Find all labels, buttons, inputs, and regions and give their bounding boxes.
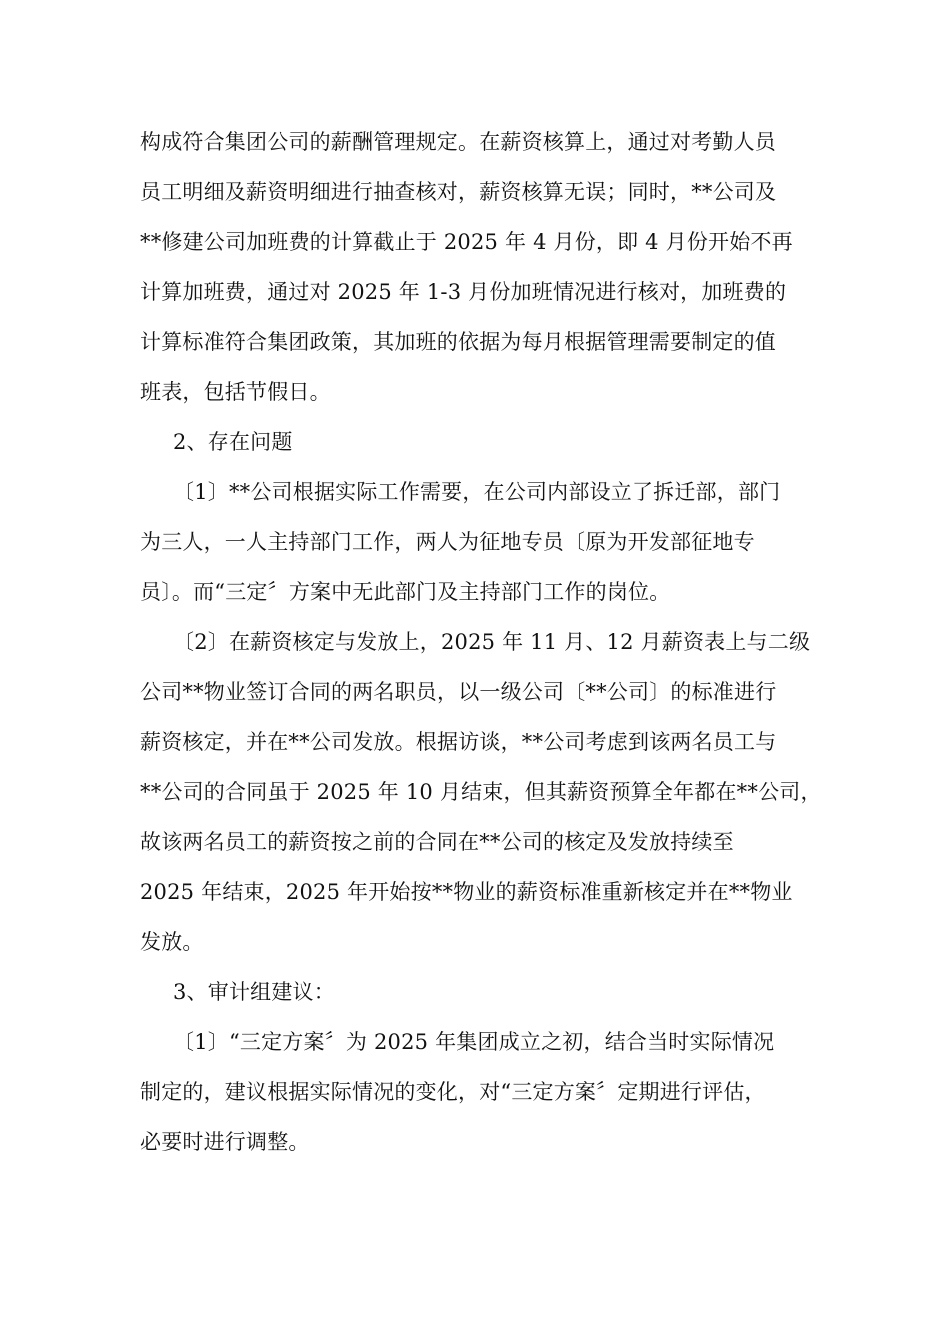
paragraph-line: 员工明细及薪资明细进行抽查核对，薪资核算无误；同时，**公司及 [140, 180, 777, 204]
paragraph-line: 计算标准符合集团政策，其加班的依据为每月根据管理需要制定的值 [140, 330, 776, 354]
paragraph-line: **修建公司加班费的计算截止于 2025 年 4 月份，即 4 月份开始不再 [140, 230, 793, 254]
paragraph-line: 发放。 [140, 930, 204, 954]
paragraph-line: 〔2〕在薪资核定与发放上，2025 年 11 月、12 月薪资表上与二级 [173, 630, 811, 654]
paragraph-line: 必要时进行调整。 [140, 1130, 310, 1154]
paragraph-line: **公司的合同虽于 2025 年 10 月结束，但其薪资预算全年都在**公司， [140, 780, 822, 804]
paragraph-line: 公司**物业签订合同的两名职员，以一级公司〔**公司〕的标准进行 [140, 680, 777, 704]
paragraph-line: 制定的，建议根据实际情况的变化，对“三定方案〞定期进行评估， [140, 1080, 766, 1104]
paragraph-line: 2025 年结束，2025 年开始按**物业的薪资标准重新核定并在**物业 [140, 880, 793, 904]
paragraph-line: 薪资核定，并在**公司发放。根据访谈，**公司考虑到该两名员工与 [140, 730, 777, 754]
section-heading: 2、存在问题 [173, 430, 293, 454]
paragraph-line: 员〕。而“三定〞方案中无此部门及主持部门工作的岗位。 [140, 580, 671, 604]
section-heading: 3、审计组建议： [173, 980, 335, 1004]
paragraph-line: 〔1〕**公司根据实际工作需要，在公司内部设立了拆迁部，部门 [173, 480, 781, 504]
paragraph-line: 为三人，一人主持部门工作，两人为征地专员〔原为开发部征地专 [140, 530, 755, 554]
paragraph-line: 计算加班费，通过对 2025 年 1-3 月份加班情况进行核对，加班费的 [140, 280, 787, 304]
paragraph-line: 班表，包括节假日。 [140, 380, 331, 404]
paragraph-line: 构成符合集团公司的薪酬管理规定。在薪资核算上，通过对考勤人员 [140, 130, 776, 154]
paragraph-line: 〔1〕“三定方案〞为 2025 年集团成立之初，结合当时实际情况 [173, 1030, 775, 1054]
paragraph-line: 故该两名员工的薪资按之前的合同在**公司的核定及发放持续至 [140, 830, 734, 854]
